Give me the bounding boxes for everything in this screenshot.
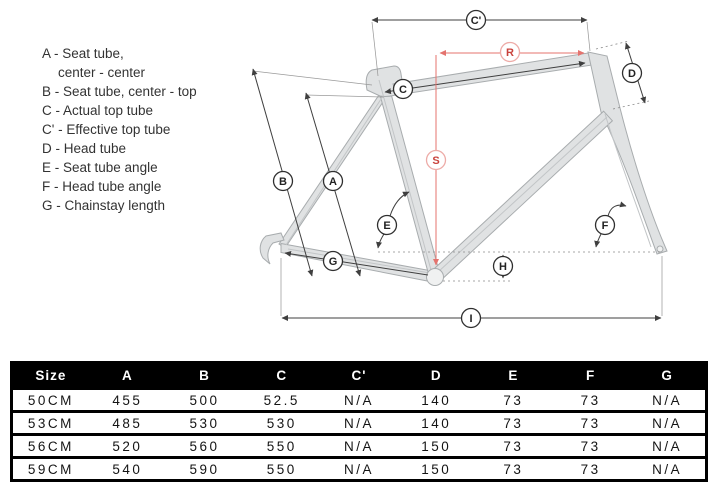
size-table (10, 361, 708, 482)
label-c: C (399, 84, 407, 96)
fork-dropout (657, 246, 663, 252)
label-c-prime: C' (470, 15, 482, 27)
table-cell: 540 (89, 458, 166, 481)
badge-f (596, 216, 615, 235)
table-cell: 73 (475, 458, 552, 481)
table-cell: 550 (243, 435, 320, 458)
column-header-d: D (398, 363, 475, 389)
size-table-body (12, 389, 707, 481)
table-row (12, 435, 707, 458)
table-cell: N/A (320, 389, 397, 412)
table-cell: 73 (552, 458, 629, 481)
column-header-a: A (89, 363, 166, 389)
label-h: H (499, 261, 507, 273)
table-cell: 53CM (12, 412, 89, 435)
table-cell: 520 (89, 435, 166, 458)
table-cell: 140 (398, 389, 475, 412)
table-cell: 485 (89, 412, 166, 435)
dim-e-arc (390, 192, 409, 216)
table-cell: 73 (475, 412, 552, 435)
table-cell: 73 (552, 435, 629, 458)
dim-f-tail (596, 234, 601, 247)
label-i: I (469, 313, 473, 325)
legend-line-cprime: C' - Effective top tube (42, 122, 171, 137)
column-header-f: F (552, 363, 629, 389)
table-cell: 530 (166, 412, 243, 435)
table-cell: 150 (398, 435, 475, 458)
column-header-c-prime: C' (320, 363, 397, 389)
column-header-g: G (629, 363, 706, 389)
legend-line-a: A - Seat tube, (42, 46, 124, 61)
legend-line-e: E - Seat tube angle (42, 160, 158, 175)
label-e: E (383, 220, 391, 232)
table-cell: 455 (89, 389, 166, 412)
rear-dropout (260, 233, 284, 264)
dim-c (385, 63, 585, 92)
column-header-e: E (475, 363, 552, 389)
label-b: B (279, 176, 287, 188)
table-cell: N/A (629, 435, 706, 458)
label-s: S (432, 155, 440, 167)
table-cell: 530 (243, 412, 320, 435)
table-cell: N/A (629, 389, 706, 412)
legend-line-c: C - Actual top tube (42, 103, 154, 118)
table-cell: 56CM (12, 435, 89, 458)
table-cell: 59CM (12, 458, 89, 481)
label-r: R (506, 47, 514, 59)
badge-s (427, 151, 446, 170)
table-cell: 73 (475, 389, 552, 412)
dim-f-arc (608, 205, 626, 216)
table-row (12, 389, 707, 412)
table-cell: 52.5 (243, 389, 320, 412)
badge-e (378, 216, 397, 235)
legend-line-b: B - Seat tube, center - top (42, 84, 197, 99)
badge-a (324, 172, 343, 191)
table-cell: 73 (475, 435, 552, 458)
badge-r (501, 43, 520, 62)
header-row (12, 363, 707, 389)
table-cell: 150 (398, 458, 475, 481)
legend-line-a2: center - center (58, 65, 146, 80)
table-cell: 73 (552, 412, 629, 435)
badge-g (324, 252, 343, 271)
badge-i (462, 309, 481, 328)
badge-b (274, 172, 293, 191)
label-a: A (329, 176, 337, 188)
bike-frame (260, 52, 667, 286)
badge-h (494, 257, 513, 276)
badge-c-prime (467, 11, 486, 30)
table-cell: 50CM (12, 389, 89, 412)
table-cell: 550 (243, 458, 320, 481)
bottom-bracket (427, 269, 444, 286)
table-row (12, 412, 707, 435)
table-cell: N/A (629, 412, 706, 435)
table-cell: N/A (320, 435, 397, 458)
legend-line-g: G - Chainstay length (42, 198, 166, 213)
label-d: D (628, 68, 636, 80)
legend-line-d: D - Head tube (42, 141, 127, 156)
table-row (12, 458, 707, 481)
table-cell: N/A (320, 458, 397, 481)
table-cell: 500 (166, 389, 243, 412)
badge-d (623, 64, 642, 83)
seat-tube (375, 73, 441, 279)
badge-c (394, 80, 413, 99)
table-cell: 590 (166, 458, 243, 481)
table-cell: N/A (320, 412, 397, 435)
top-tube (393, 53, 592, 95)
table-cell: 560 (166, 435, 243, 458)
label-f: F (601, 220, 609, 232)
label-g: G (328, 256, 338, 268)
size-table-header (12, 363, 707, 389)
dim-g (285, 253, 428, 275)
table-cell: 73 (552, 389, 629, 412)
table-cell: 140 (398, 412, 475, 435)
legend-line-f: F - Head tube angle (42, 179, 162, 194)
column-header-b: B (166, 363, 243, 389)
column-header-size: Size (12, 363, 89, 389)
dim-e-tail (378, 234, 384, 248)
column-header-c: C (243, 363, 320, 389)
table-cell: N/A (629, 458, 706, 481)
